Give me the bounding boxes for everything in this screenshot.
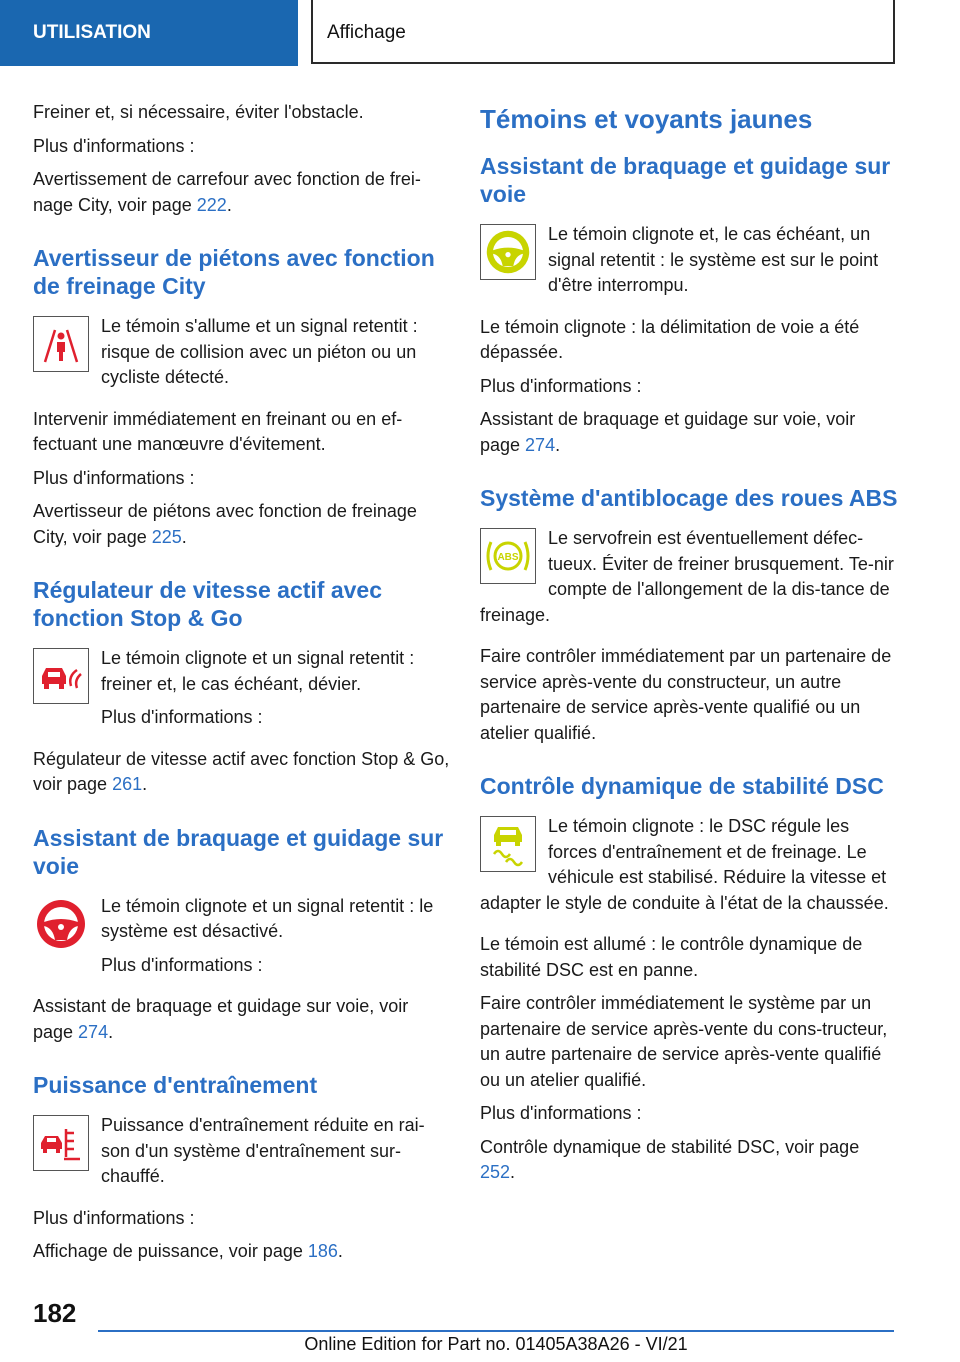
indicator-block bbox=[480, 814, 898, 924]
page-link[interactable]: 274 bbox=[525, 434, 556, 455]
paragraph: Régulateur de vitesse actif avec fonction Stop & Go, voir page 261. bbox=[33, 748, 450, 794]
indicator-text: Le témoin clignote et, le cas échéant, un signal retentit : le système est sur le point d'être interrompu. bbox=[548, 224, 879, 295]
paragraph: Plus d'informations : bbox=[101, 707, 263, 727]
page-link[interactable]: 225 bbox=[151, 526, 182, 547]
paragraph: Assistant de braquage et guidage sur voie, voir page 274. bbox=[480, 409, 856, 455]
paragraph: Faire contrôler immédiatement par un partenaire de service après-vente du constructeur, un autre partenaire de service après-vente qualifié ou un atelier qualifié. bbox=[480, 646, 892, 743]
page-number: 182 bbox=[33, 1298, 77, 1328]
abs-label: ABS bbox=[497, 552, 519, 563]
paragraph: Faire contrôler immédiatement le système par un partenaire de service après-vente du cons-tructeur, un autre partenaire de service après-vente qualifié ou un atelier qualifié. bbox=[480, 993, 888, 1090]
left-column bbox=[33, 100, 453, 1273]
steering-wheel-icon bbox=[480, 224, 536, 280]
steering-wheel-icon bbox=[33, 896, 89, 952]
section-heading: Contrôle dynamique de stabilité DSC bbox=[480, 773, 884, 799]
abs-warning-icon bbox=[480, 528, 536, 584]
car-collision-warning-icon bbox=[33, 648, 89, 704]
paragraph: Avertisseur de piétons avec fonction de freinage City, voir page 225. bbox=[33, 501, 417, 547]
indicator-text: Le témoin s'allume et un signal retentit : risque de collision avec un piéton ou un cycliste détecté. bbox=[101, 316, 418, 387]
paragraph: Le témoin clignote : la délimitation de voie a été dépassée. bbox=[480, 316, 860, 362]
paragraph: Plus d'informations : bbox=[33, 1207, 195, 1228]
indicator-block bbox=[33, 314, 453, 399]
section-heading: Système d'antiblocage des roues ABS bbox=[480, 485, 898, 511]
paragraph: Plus d'informations : bbox=[480, 1103, 642, 1123]
pedestrian-warning-icon bbox=[33, 316, 89, 372]
page-link[interactable]: 252 bbox=[480, 1162, 511, 1182]
indicator-block bbox=[480, 222, 898, 307]
paragraph: Avertissement de carrefour avec fonction de frei-nage City, voir page 222. bbox=[33, 169, 421, 215]
indicator-text: Le témoin clignote : le DSC régule les forces d'entraînement et de freinage. Le véhicule est stabilisé. Réduire la vitesse et adapter le style de conduite à l'état de la chaussée. bbox=[480, 816, 889, 913]
dsc-stability-icon bbox=[480, 816, 536, 872]
section-tab: UTILISATION bbox=[0, 0, 298, 66]
indicator-text: Le témoin clignote et un signal retentit : freiner et, le cas échéant, dévier. bbox=[101, 648, 415, 694]
paragraph: Assistant de braquage et guidage sur voie, voir page 274. bbox=[33, 996, 409, 1042]
indicator-text: Le témoin clignote et un signal retentit : le système est désactivé. bbox=[101, 895, 434, 941]
paragraph: Intervenir immédiatement en freinant ou en ef-fectuant une manœuvre d'évitement. bbox=[33, 408, 403, 454]
paragraph: Plus d'informations : bbox=[33, 467, 195, 488]
page-link[interactable]: 186 bbox=[307, 1241, 338, 1261]
section-heading: Assistant de braquage et guidage sur voie bbox=[33, 824, 444, 879]
edition-text: Online Edition for Part no. 01405A38A26 - VI/21 bbox=[304, 1334, 688, 1354]
indicator-block bbox=[33, 894, 453, 987]
section-heading: Assistant de braquage et guidage sur voie bbox=[480, 153, 891, 207]
section-heading: Puissance d'entraînement bbox=[33, 1072, 318, 1098]
page-header bbox=[0, 0, 960, 66]
indicator-block bbox=[33, 1113, 453, 1198]
page-link[interactable]: 222 bbox=[196, 194, 227, 215]
drive-power-reduced-icon bbox=[33, 1115, 89, 1171]
footer-divider bbox=[98, 1330, 894, 1332]
paragraph: Plus d'informations : bbox=[101, 954, 263, 975]
paragraph: Plus d'informations : bbox=[480, 375, 642, 396]
page-link[interactable]: 274 bbox=[78, 1021, 109, 1042]
paragraph: Affichage de puissance, voir page 186. bbox=[33, 1241, 343, 1261]
paragraph: Le témoin est allumé : le contrôle dynamique de stabilité DSC est en panne. bbox=[480, 934, 863, 980]
indicator-block bbox=[480, 526, 898, 636]
paragraph: Plus d'informations : bbox=[33, 135, 195, 156]
chapter-title: Affichage bbox=[311, 0, 895, 64]
page-link[interactable]: 261 bbox=[112, 774, 143, 794]
section-heading: Avertisseur de piétons avec fonction de freinage City bbox=[33, 245, 435, 299]
section-heading: Régulateur de vitesse actif avec fonction Stop & Go bbox=[33, 577, 382, 631]
chapter-heading: Témoins et voyants jaunes bbox=[480, 104, 813, 134]
paragraph: Freiner et, si nécessaire, éviter l'obstacle. bbox=[33, 102, 364, 122]
indicator-text: Le servofrein est éventuellement défec-tueux. Éviter de freiner brusquement. Te-nir compte de l'allongement de la dis-tance de freinage. bbox=[480, 528, 894, 625]
right-column bbox=[480, 100, 898, 1194]
paragraph: Contrôle dynamique de stabilité DSC, voir page 252. bbox=[480, 1136, 860, 1182]
indicator-block bbox=[33, 646, 453, 739]
indicator-text: Puissance d'entraînement réduite en rai-son d'un système d'entraînement sur-chauffé. bbox=[101, 1115, 425, 1186]
